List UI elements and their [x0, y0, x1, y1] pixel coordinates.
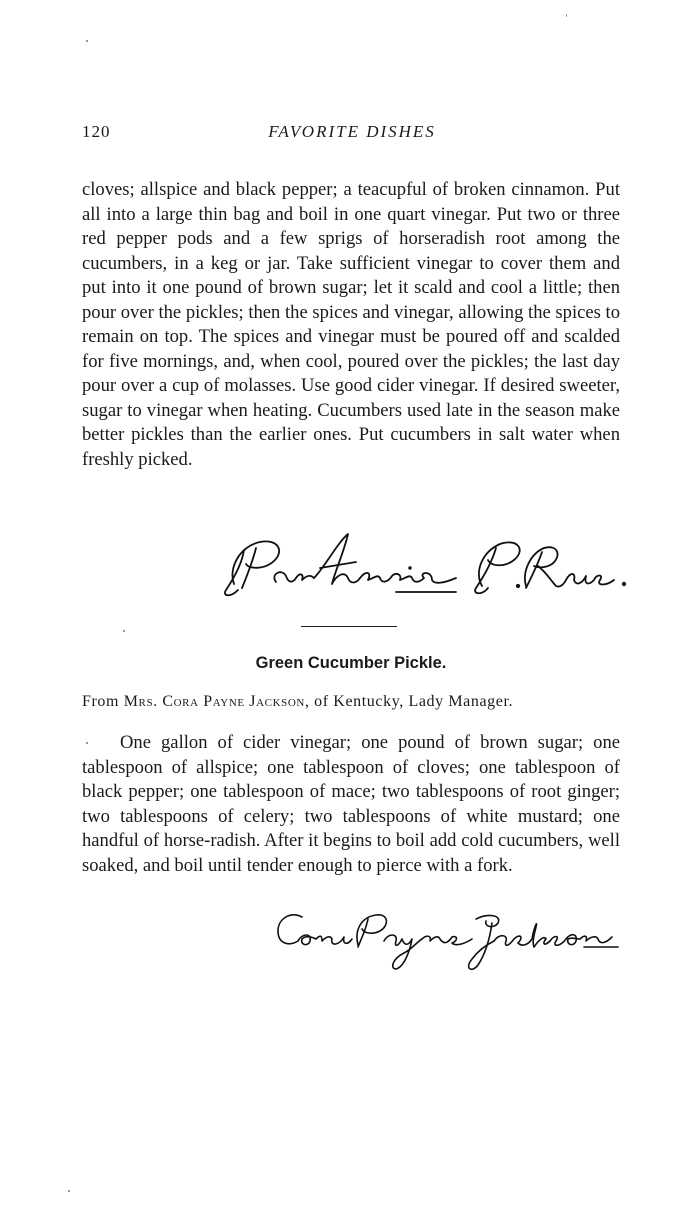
running-title: FAVORITE DISHES: [268, 122, 436, 141]
page-number: 120: [82, 122, 111, 141]
recipe-continued-text: cloves; allspice and black pepper; a teacupful of broken cinnamon. Put all into a large thin bag and boil in one quart vinegar. Put two or three red pepper pods and a few sprigs of horseradish root among the cucumbers, in a keg or jar. Take sufficient vinegar to cover them and put into it one pound of brown sugar; let it scald and cool a little; then pour over the pickles; then the spices and vinegar, allowing the spices to remain on top. The spices and vinegar must be poured off and scalded for five mornings, and, when cool, poured over the pickles; the last day pour over a cup of molasses. Use good cider vinegar. If desired sweeter, sugar to vinegar when heating. Cucumbers used late in the season make better pickles than the earlier ones. Put cucumbers in salt water when freshly picked.: [82, 179, 620, 470]
page-speck: [68, 1190, 70, 1192]
section-divider: [301, 626, 397, 627]
byline-suffix: , of Kentucky, Lady Manager.: [304, 693, 514, 710]
page-speck: [86, 40, 88, 42]
page-speck: [86, 742, 88, 744]
recipe-text: One gallon of cider vinegar; one pound of brown sugar; one tablespoon of allspice; one tablespoon of cloves; one tablespoon of black pepper; one tablespoon of mace; two tablespoons of root ginger; two tablespoons of celery; two tablespoons of white mustard; one handful of horse-radish. After it begins to boil add cold cucumbers, well soaked, and boil until tender enough to pierce with a fork.: [82, 732, 620, 876]
signature-parthenia-rue: [220, 528, 630, 608]
page-speck: [566, 14, 567, 17]
page-speck: [123, 630, 125, 632]
byline-prefix: From: [82, 693, 120, 710]
signature-cora-payne-jackson: [272, 905, 622, 977]
page-header: [82, 120, 622, 146]
byline-author: Mrs. Cora Payne Jackson: [123, 693, 305, 710]
recipe-title: Green Cucumber Pickle.: [255, 654, 447, 672]
recipe-byline: [82, 693, 622, 711]
